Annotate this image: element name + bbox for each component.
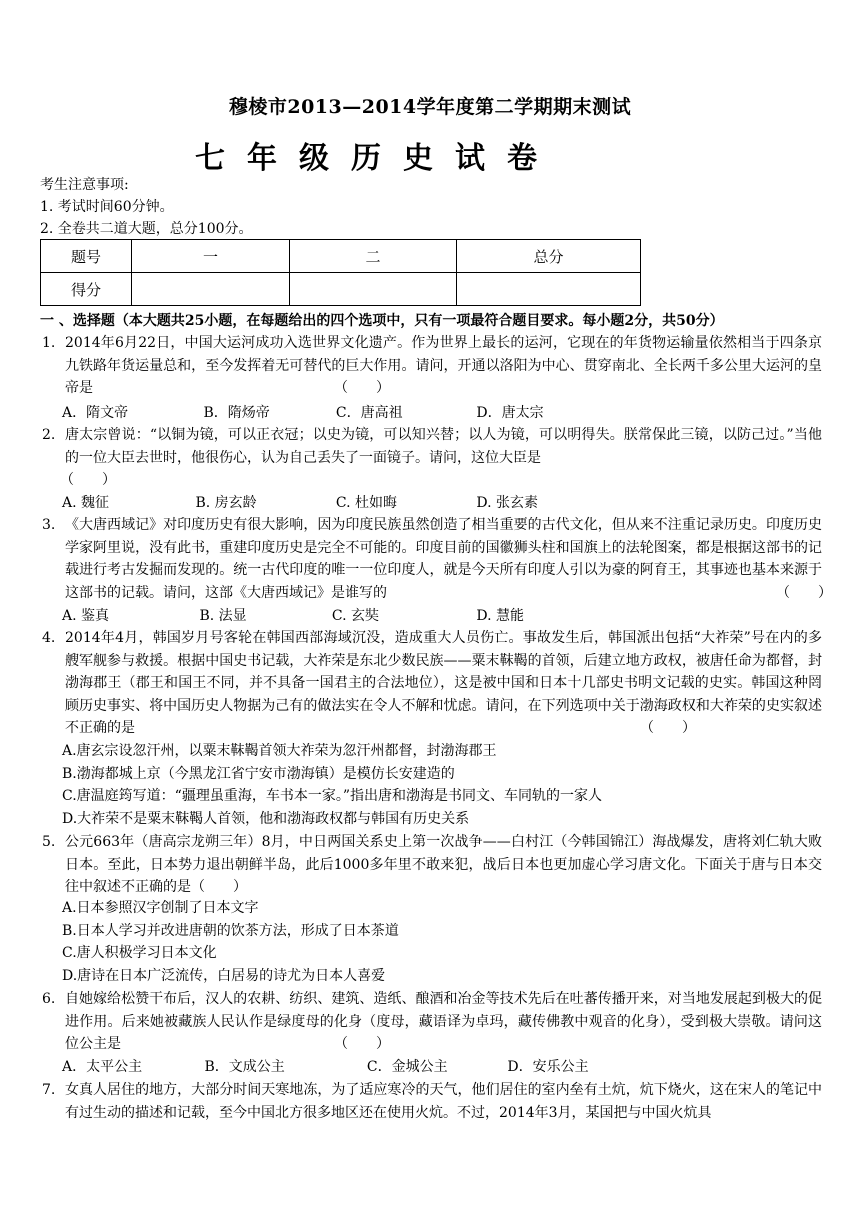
option-d[interactable]: D.唐诗在日本广泛流传，白居易的诗尤为日本人喜爱 (62, 967, 386, 984)
question-text: 自她嫁给松赞干布后，汉人的农耕、纺织、建筑、造纸、酿酒和冶金等技术先后在吐蕃传播开来，对当地发展起到极大的促进作用。后来她被藏族人民认作是绿度母的化身（度母，藏语译为卓玛，藏传佛教中观音的化身），受到极大崇敬。请问这位公主是 (65, 991, 822, 1053)
question-options (62, 492, 538, 512)
question-3 (42, 514, 822, 604)
question-options (62, 605, 524, 625)
question-7 (42, 1079, 822, 1124)
option-d[interactable]: D. 慧能 (476, 608, 524, 624)
notes (40, 174, 253, 240)
score-cell[interactable] (132, 273, 290, 306)
question-text: 《大唐西域记》对印度历史有很大影响，因为印度民族虽然创造了相当重要的古代文化，但从来不注重记录历史。印度历史学家阿里说，没有此书，重建印度历史是完全不可能的。印度目前的国徽狮头柱和国旗上的法轮图案，都是根据这部书的记载进行考古发掘而发现的。统一古代印度的唯一一位印度人，就是今天所有印度人引以为豪的阿育王，其事迹也基本来源于这部书的记载。请问，这部《大唐西域记》是谁写的 (65, 517, 822, 601)
option-b[interactable]: B．文成公主 (204, 1059, 285, 1075)
score-table-score-row (41, 273, 641, 306)
option-b[interactable]: B. 房玄龄 (195, 495, 257, 511)
question-number: 4. (42, 630, 56, 646)
question-options (62, 1056, 589, 1076)
option-a[interactable]: A.唐玄宗设忽汗州，以粟末靺鞨首领大祚荣为忽汗州都督，封渤海郡王 (62, 743, 497, 759)
exam-subtitle: 七年级历史试卷 (195, 141, 559, 176)
question-5 (42, 831, 822, 899)
option-d[interactable]: D.大祚荣不是粟末靺鞨人首领，他和渤海政权都与韩国有历史关系 (62, 810, 470, 827)
notes-heading: 考生注意事项: (40, 177, 129, 193)
option-c[interactable]: C. 杜如晦 (335, 495, 398, 511)
option-d[interactable]: D．安乐公主 (507, 1059, 589, 1075)
answer-paren: （ ） (334, 380, 390, 396)
option-c[interactable]: C.唐人积极学习日本文化 (62, 945, 217, 962)
question-6 (42, 988, 822, 1056)
question-number: 5. (42, 834, 56, 850)
score-table-header-row (41, 240, 641, 273)
score-row-label: 得分 (41, 273, 132, 306)
question-text: 女真人居住的地方，大部分时间天寒地冻，为了适应寒冷的天气，他们居住的室内垒有土炕，炕下烧火，这在宋人的笔记中有过生动的描述和记载，至今中国北方很多地区还在使用火炕。不过，2014年3月，某国把与中国火炕具 (65, 1082, 822, 1121)
question-text: 2014年4月，韩国岁月号客轮在韩国西部海域沉没，造成重大人员伤亡。事故发生后，韩国派出包括“大祚荣”号在内的多艘军舰参与救援。根据中国史书记载，大祚荣是东北少数民族——粟末靺鞨的首领，后建立地方政权，被唐任命为都督，封渤海郡王（郡王和国王不同，并不具备一国君主的合法地位），这是被中国和日本十几部史书明文记载的史实。韩国这种罔顾历史事实、将中国历史人物据为己有的做法实在令人不解和忧虑。请问，在下列选项中关于渤海政权和大祚荣的史实叙述不正确的是 (65, 630, 822, 737)
answer-paren: （ ） (334, 1036, 390, 1052)
question-4 (42, 627, 822, 740)
option-a[interactable]: A. 鉴真 (62, 608, 110, 624)
answer-paren: （ ） (776, 585, 832, 601)
question-number: 6. (42, 991, 56, 1007)
option-a[interactable]: A．太平公主 (62, 1059, 143, 1075)
score-header-cell: 二 (290, 240, 457, 273)
option-a[interactable]: A.日本参照汉字创制了日本文字 (62, 900, 259, 916)
section-heading: 一 、选择题（本大题共25小题，在每题给出的四个选项中，只有一项最符合题目要求。每小题2分，共50分） (40, 313, 724, 329)
score-header-cell: 题号 (41, 240, 132, 273)
option-c[interactable]: C. 玄奘 (331, 608, 380, 624)
question-text: 2014年6月22日，中国大运河成功入选世界文化遗产。作为世界上最长的运河，它现在的年货物运输量依然相当于四条京九铁路年货运量总和，至今发挥着无可替代的巨大作用。请问，开通以洛阳为中心、贯穿南北、全长两千多公里大运河的皇帝是 (65, 335, 822, 397)
option-c[interactable]: C．唐高祖 (335, 405, 403, 421)
answer-paren: （ ） (640, 720, 696, 736)
note-item: 1. 考试时间60分钟。 (40, 199, 174, 215)
option-a[interactable]: A. 魏征 (62, 495, 110, 511)
option-c[interactable]: C．金城公主 (366, 1059, 448, 1075)
answer-paren: （ ） (60, 472, 116, 488)
question-number: 7. (42, 1082, 56, 1098)
option-d[interactable]: D．唐太宗 (476, 405, 544, 421)
option-b[interactable]: B.渤海都城上京（今黑龙江省宁安市渤海镇）是模仿长安建造的 (62, 765, 455, 782)
option-b[interactable]: B. 法显 (199, 608, 247, 624)
option-d[interactable]: D. 张玄素 (476, 495, 538, 511)
score-cell[interactable] (457, 273, 641, 306)
question-2 (42, 424, 822, 469)
option-c[interactable]: C.唐温庭筠写道：“疆理虽重海，车书本一家。”指出唐和渤海是书同文、车同轨的一家人 (62, 788, 602, 805)
score-header-cell: 一 (132, 240, 290, 273)
option-b[interactable]: B.日本人学习并改进唐朝的饮茶方法，形成了日本茶道 (62, 922, 399, 939)
question-text: 唐太宗曾说：“以铜为镜，可以正衣冠；以史为镜，可以知兴替；以人为镜，可以明得失。朕常保此三镜，以防己过。”当他的一位大臣去世时，他很伤心，认为自己丢失了一面镜子。请问，这位大臣是 (65, 427, 822, 466)
question-number: 1. (42, 335, 56, 351)
question-number: 2. (42, 427, 56, 443)
option-a[interactable]: A．隋文帝 (62, 405, 129, 421)
exam-title: 穆棱市2013—2014学年度第二学期期末测试 (228, 96, 632, 118)
option-b[interactable]: B．隋炀帝 (203, 405, 270, 421)
score-table (40, 239, 641, 306)
question-options (62, 897, 399, 987)
question-options (62, 402, 544, 422)
note-item: 2. 全卷共二道大题，总分100分。 (40, 221, 253, 237)
question-1 (42, 332, 822, 400)
question-number: 3. (42, 517, 56, 533)
question-options (62, 740, 602, 830)
score-cell[interactable] (290, 273, 457, 306)
score-header-cell: 总分 (457, 240, 641, 273)
question-text: 公元663年（唐高宗龙朔三年）8月，中日两国关系史上第一次战争——白村江（今韩国锦江）海战爆发，唐将刘仁轨大败日本。至此，日本势力退出朝鲜半岛，此后1000多年里不敢来犯，战后日本也更加虚心学习唐文化。下面关于唐与日本交往中叙述不正确的是（ ） (65, 834, 822, 896)
